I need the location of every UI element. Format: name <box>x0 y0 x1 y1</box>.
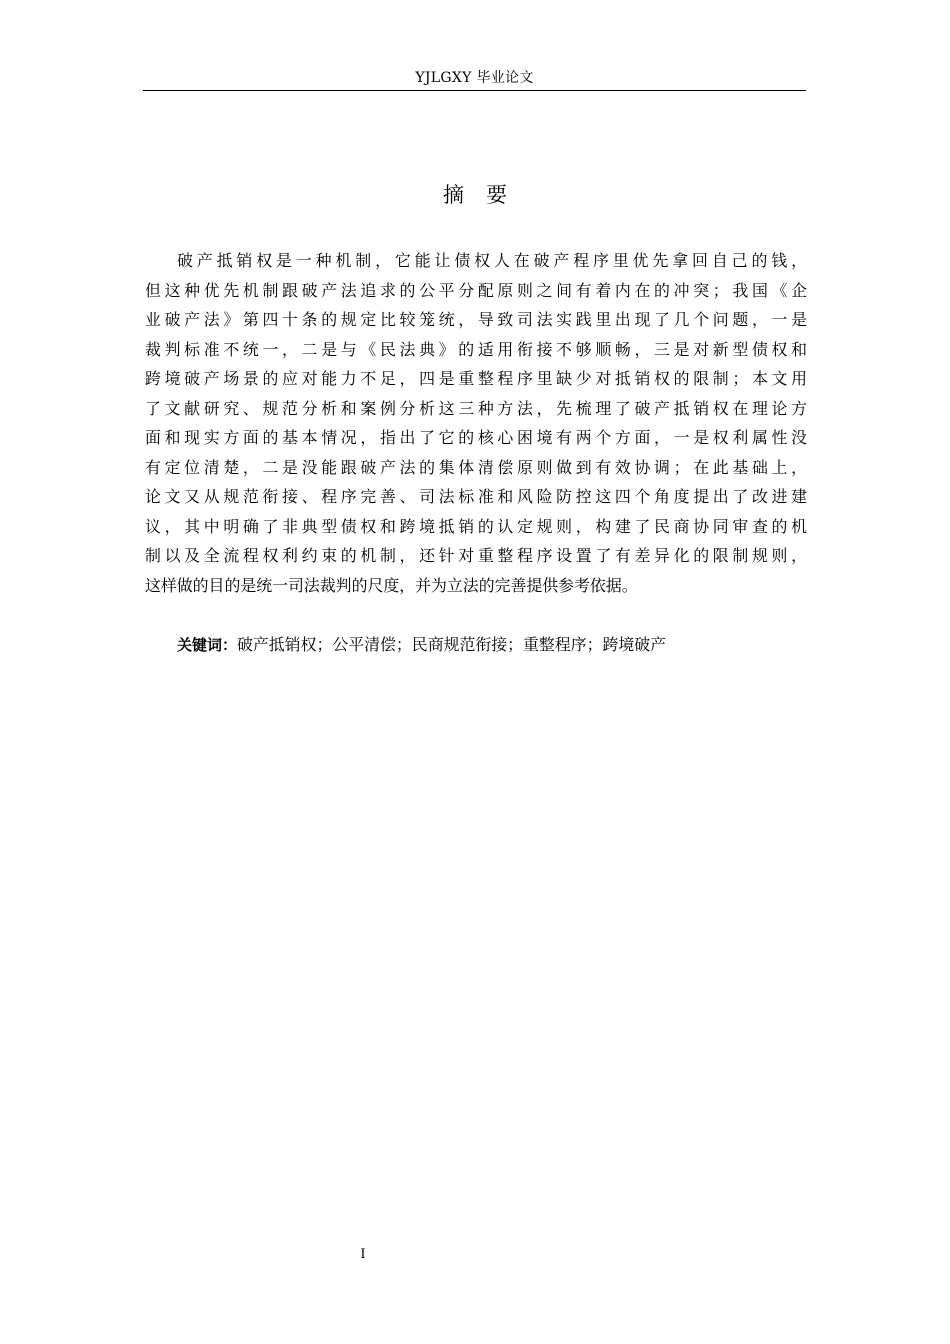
abstract-line: 论文又从规范衔接、程序完善、司法标准和风险防控这四个角度提出了改进建 <box>145 487 807 506</box>
page-number: I <box>360 1247 366 1262</box>
abstract-title: 摘要 <box>443 183 529 207</box>
abstract-line: 但这种优先机制跟破产法追求的公平分配原则之间有着内在的冲突；我国《企 <box>145 280 807 300</box>
abstract-line: 这样做的目的是统一司法裁判的尺度，并为立法的完善提供参考依据。 <box>145 575 638 595</box>
abstract-line: 有定位清楚，二是没能跟破产法的集体清偿原则做到有效协调；在此基础上， <box>145 457 807 477</box>
keywords <box>177 630 666 661</box>
abstract-line: 了文献研究、规范分析和案例分析这三种方法，先梳理了破产抵销权在理论方 <box>145 398 807 418</box>
abstract-line: 面和现实方面的基本情况，指出了它的核心困境有两个方面，一是权利属性没 <box>145 428 807 447</box>
page-header <box>143 66 806 91</box>
header-title: YJLGXY 毕业论文 <box>415 70 534 86</box>
abstract-body <box>145 246 807 600</box>
abstract-line: 破产抵销权是一种机制，它能让债权人在破产程序里优先拿回自己的钱， <box>177 251 807 270</box>
keywords-text: 破产抵销权；公平清偿；民商规范衔接；重整程序；跨境破产 <box>237 635 667 654</box>
abstract-line: 制以及全流程权利约束的机制，还针对重整程序设置了有差异化的限制规则， <box>145 546 807 565</box>
abstract-line: 业破产法》第四十条的规定比较笼统，导致司法实践里出现了几个问题，一是 <box>145 310 807 329</box>
keywords-label: 关键词： <box>177 636 238 654</box>
abstract-line: 跨境破产场景的应对能力不足，四是重整程序里缺少对抵销权的限制；本文用 <box>145 369 807 388</box>
abstract-line: 裁判标准不统一，二是与《民法典》的适用衔接不够顺畅，三是对新型债权和 <box>145 339 807 359</box>
abstract-line: 议，其中明确了非典型债权和跨境抵销的认定规则，构建了民商协同审查的机 <box>145 516 807 536</box>
